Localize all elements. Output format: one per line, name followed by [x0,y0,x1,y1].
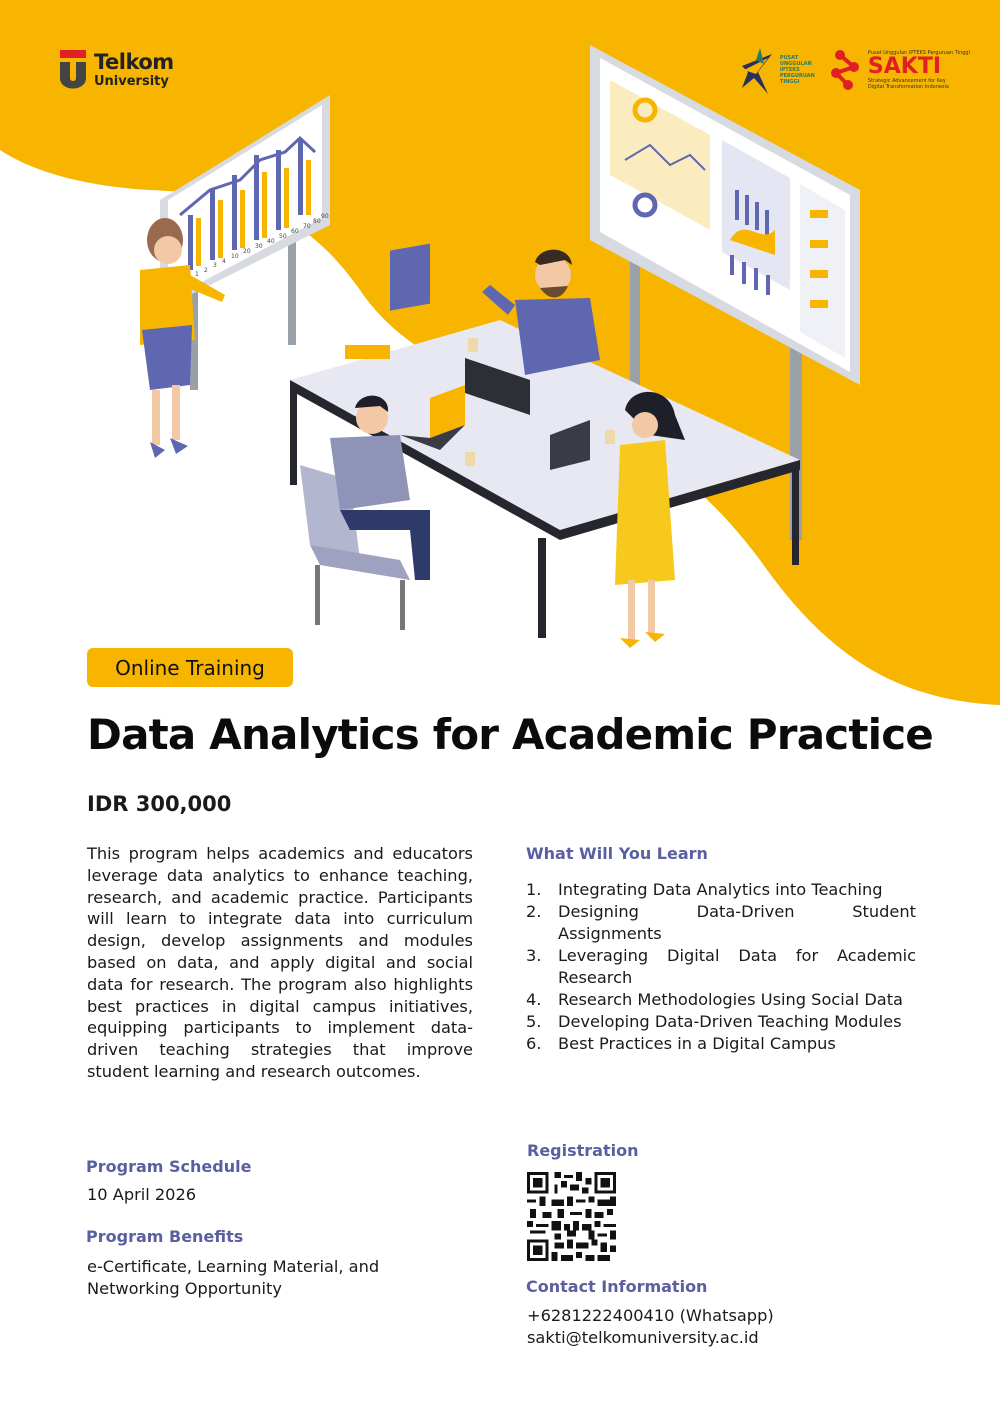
contact-email[interactable]: sakti@telkomuniversity.ac.id [527,1328,759,1347]
contact-heading: Contact Information [526,1277,708,1296]
chart-tick-label: 1 [195,271,199,278]
telkom-logo-line2: University [94,74,169,89]
online-training-badge: Online Training [87,648,293,687]
price: IDR 300,000 [87,792,232,816]
learn-list [526,879,916,1055]
chart-tick-label: 40 [267,238,275,245]
registration-qr-code[interactable] [527,1172,616,1261]
chart-tick-label: 50 [279,233,287,240]
list-item [526,989,916,1011]
telkom-emblem-icon [58,48,88,92]
program-description: This program helps academics and educators leverage data analytics to enhance teaching, research, and academic practice. Participants will learn to integrate data into curriculum design, develop assignments and modules based on data, and apply digital and social data for research. The program also highlights best practices in digital campus initiatives, equipping participants to implement data-driven teaching strategies that improve student learning and research outcomes. [87,844,473,1081]
list-item [526,1033,916,1055]
sakti-logo-name: SAKTI [867,54,942,79]
learn-heading: What Will You Learn [526,844,708,863]
pui-logo-text: PUSAT UNGGULAN IPTEKS PERGURUAN TINGGI [779,55,815,85]
contact-phone[interactable]: +6281222400410 (Whatsapp) [527,1306,774,1325]
list-item-text: Leveraging Digital Data for Academic Research [558,946,916,987]
list-item-number: 5. [526,1012,542,1031]
list-item-number: 3. [526,946,542,965]
page-title: Data Analytics for Academic Practice [87,710,933,759]
chart-tick-label: 30 [255,243,263,250]
list-item-number: 2. [526,902,542,921]
chart-tick-label: 80 [313,218,321,225]
chart-tick-label: 20 [243,248,251,255]
list-item-number: 1. [526,880,542,899]
list-item [526,1011,916,1033]
schedule-heading: Program Schedule [86,1157,252,1176]
list-item-text: Developing Data-Driven Teaching Modules [558,1012,902,1031]
list-item-text: Designing Data-Driven Student Assignments [558,902,916,943]
chart-tick-label: 3 [213,262,217,269]
list-item-text: Research Methodologies Using Social Data [558,990,903,1009]
list-item-number: 4. [526,990,542,1009]
office-data-analytics-illustration [110,40,880,660]
registration-heading: Registration [527,1141,639,1160]
list-item [526,945,916,989]
sakti-logo-subtitle: Strategic Advancement for Key Digital Transformation Indonesia [867,78,949,90]
sakti-logo-top: Pusat Unggulan IPTEKS Perguruan Tinggi [867,50,970,56]
chart-tick-label: 90 [321,213,329,220]
list-item [526,879,916,901]
list-item-number: 6. [526,1034,542,1053]
benefits-heading: Program Benefits [86,1227,244,1246]
chart-tick-label: 60 [291,228,299,235]
list-item [526,901,916,945]
schedule-date: 10 April 2026 [87,1185,197,1204]
benefits-text: e-Certificate, Learning Material, and Networking Opportunity [87,1257,380,1298]
chart-tick-label: 70 [303,223,311,230]
chart-tick-label: 4 [222,258,226,265]
list-item-text: Best Practices in a Digital Campus [558,1034,836,1053]
chart-tick-label: 2 [204,267,208,274]
chart-tick-label: 10 [231,253,239,260]
list-item-text: Integrating Data Analytics into Teaching [558,880,883,899]
telkom-logo-line1: Telkom [94,50,174,74]
